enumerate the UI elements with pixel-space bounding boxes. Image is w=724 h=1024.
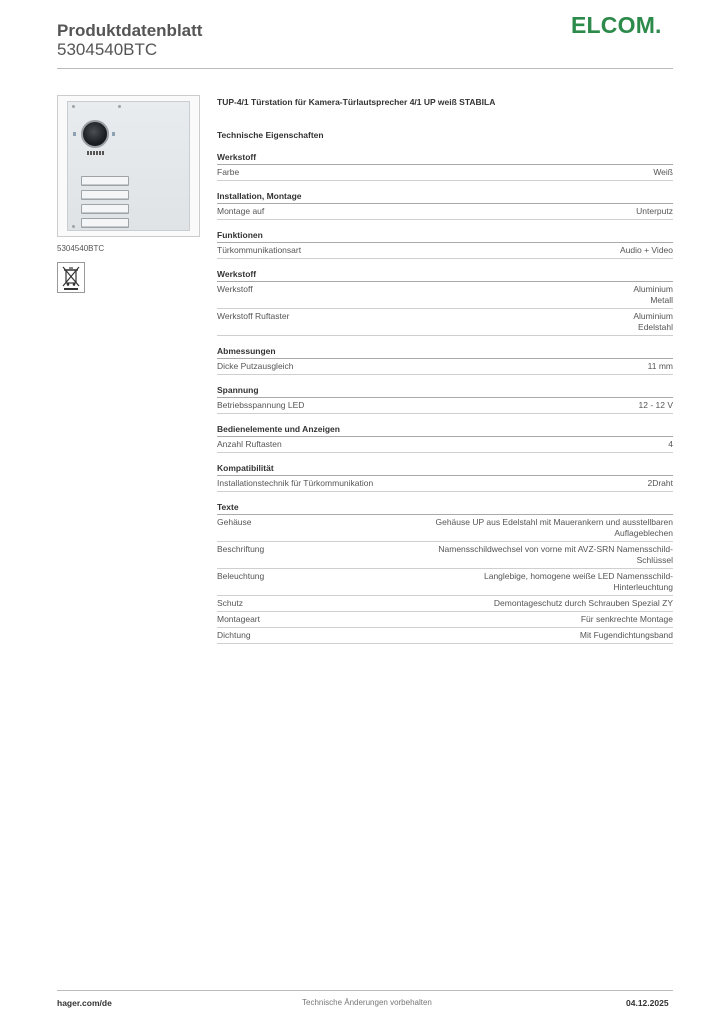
- speaker-grille: [87, 151, 105, 155]
- camera-lens: [81, 120, 109, 148]
- section-header: Texte: [217, 502, 673, 515]
- spec-value: [260, 614, 673, 625]
- weee-crossed-bin-icon: [57, 262, 85, 293]
- spec-label: Montageart: [217, 614, 260, 624]
- footer-date: 04.12.2025: [626, 998, 669, 1008]
- footer-website: hager.com/de: [57, 998, 112, 1008]
- spec-value-line: Gehäuse UP aus Edelstahl mit Mauerankern und ausstellbaren: [435, 517, 673, 527]
- spec-row: [217, 569, 673, 596]
- spec-label: Werkstoff Ruftaster: [217, 311, 290, 321]
- spec-row: [217, 165, 673, 181]
- spec-section: [217, 463, 673, 492]
- elcom-logo: ELCOM.: [571, 12, 662, 38]
- spec-value-line: 2Draht: [647, 478, 673, 488]
- section-header: Funktionen: [217, 230, 673, 243]
- spec-value-line: Mit Fugendichtungsband: [579, 630, 673, 640]
- spec-value-line: 12 - 12 V: [638, 400, 673, 410]
- spec-label: Werkstoff: [217, 284, 253, 294]
- screw: [72, 225, 75, 228]
- spec-value: [304, 400, 673, 411]
- spec-label: Dicke Putzausgleich: [217, 361, 294, 371]
- spec-section: [217, 502, 673, 644]
- spec-section: [217, 424, 673, 453]
- spec-label: Farbe: [217, 167, 240, 177]
- spec-value-line: Schlüssel: [636, 555, 673, 565]
- call-button-3: [81, 204, 129, 214]
- spec-row: [217, 612, 673, 628]
- spec-row: [217, 309, 673, 336]
- spec-section: [217, 385, 673, 414]
- spec-value-line: Aluminium: [633, 284, 673, 294]
- spec-label: Schutz: [217, 598, 243, 608]
- spec-value-line: 11 mm: [647, 361, 673, 371]
- spec-section: [217, 230, 673, 259]
- spec-value-line: Edelstahl: [638, 322, 673, 332]
- spec-label: Installationstechnik für Türkommunikation: [217, 478, 374, 488]
- spec-label: Türkommunikationsart: [217, 245, 302, 255]
- header-sku: 5304540BTC: [57, 40, 158, 59]
- spec-label: Beschriftung: [217, 544, 265, 554]
- spec-section: [217, 191, 673, 220]
- spec-row: [217, 628, 673, 644]
- section-header: Bedienelemente und Anzeigen: [217, 424, 673, 437]
- section-header: Werkstoff: [217, 269, 673, 282]
- spec-value-line: 4: [668, 439, 673, 449]
- call-button-2: [81, 190, 129, 200]
- spec-value: [373, 478, 673, 489]
- spec-row: [217, 398, 673, 414]
- spec-row: [217, 542, 673, 569]
- spec-value-line: Namensschildwechsel von vorne mit AVZ-SRN Namensschild-: [438, 544, 673, 554]
- spec-value: [253, 284, 673, 306]
- spec-label: Betriebsspannung LED: [217, 400, 305, 410]
- spec-value-line: Audio + Video: [619, 245, 673, 255]
- spec-row: [217, 282, 673, 309]
- spec-section: [217, 152, 673, 181]
- spec-value-line: Weiß: [653, 167, 673, 177]
- spec-value: [301, 245, 673, 256]
- header-divider: [57, 68, 673, 69]
- header-title: Produktdatenblatt: [57, 21, 203, 40]
- spec-value-line: Aluminium: [633, 311, 673, 321]
- spec-value: [243, 598, 673, 609]
- spec-value: [251, 630, 673, 641]
- spec-value-line: Langlebige, homogene weiße LED Namensschild-: [484, 571, 673, 581]
- spec-content: [217, 97, 673, 654]
- spec-label: Montage auf: [217, 206, 265, 216]
- image-caption: 5304540BTC: [57, 244, 105, 253]
- spec-value-line: Demontageschutz durch Schrauben Spezial ZY: [493, 598, 673, 608]
- section-header: Kompatibilität: [217, 463, 673, 476]
- spec-value: [264, 206, 673, 217]
- spec-row: [217, 515, 673, 542]
- spec-row: [217, 596, 673, 612]
- spec-value: [289, 311, 673, 333]
- section-header: Spannung: [217, 385, 673, 398]
- call-button-1: [81, 176, 129, 186]
- footer-note: Technische Änderungen vorbehalten: [302, 998, 432, 1007]
- spec-value: [252, 517, 674, 539]
- spec-label: Dichtung: [217, 630, 251, 640]
- lens-led-left: [73, 132, 76, 136]
- screw: [118, 105, 121, 108]
- spec-row: [217, 359, 673, 375]
- spec-label: Beleuchtung: [217, 571, 265, 581]
- spec-value-line: Für senkrechte Montage: [580, 614, 673, 624]
- spec-row: [217, 437, 673, 453]
- call-button-4: [81, 218, 129, 228]
- spec-sections: [217, 152, 673, 644]
- section-header: Installation, Montage: [217, 191, 673, 204]
- tech-properties-title: Technische Eigenschaften: [217, 130, 324, 140]
- spec-label: Gehäuse: [217, 517, 252, 527]
- spec-row: [217, 243, 673, 259]
- section-header: Werkstoff: [217, 152, 673, 165]
- spec-value-line: Unterputz: [636, 206, 673, 216]
- section-header: Abmessungen: [217, 346, 673, 359]
- lens-led-right: [112, 132, 115, 136]
- spec-label: Anzahl Ruftasten: [217, 439, 282, 449]
- footer-divider: [57, 990, 673, 991]
- spec-value: [264, 544, 673, 566]
- spec-value: [264, 571, 673, 593]
- product-name: TUP-4/1 Türstation für Kamera-Türlautsprecher 4/1 UP weiß STABILA: [217, 97, 496, 107]
- screw: [72, 105, 75, 108]
- product-image: [57, 95, 200, 237]
- spec-section: [217, 346, 673, 375]
- spec-value: [239, 167, 673, 178]
- spec-row: [217, 204, 673, 220]
- spec-section: [217, 269, 673, 336]
- spec-value: [282, 439, 673, 450]
- spec-value-line: Hinterleuchtung: [613, 582, 673, 592]
- spec-value-line: Metall: [650, 295, 673, 305]
- door-station-plate: [67, 101, 190, 231]
- spec-value: [294, 361, 673, 372]
- spec-value-line: Auflageblechen: [614, 528, 673, 538]
- spec-row: [217, 476, 673, 492]
